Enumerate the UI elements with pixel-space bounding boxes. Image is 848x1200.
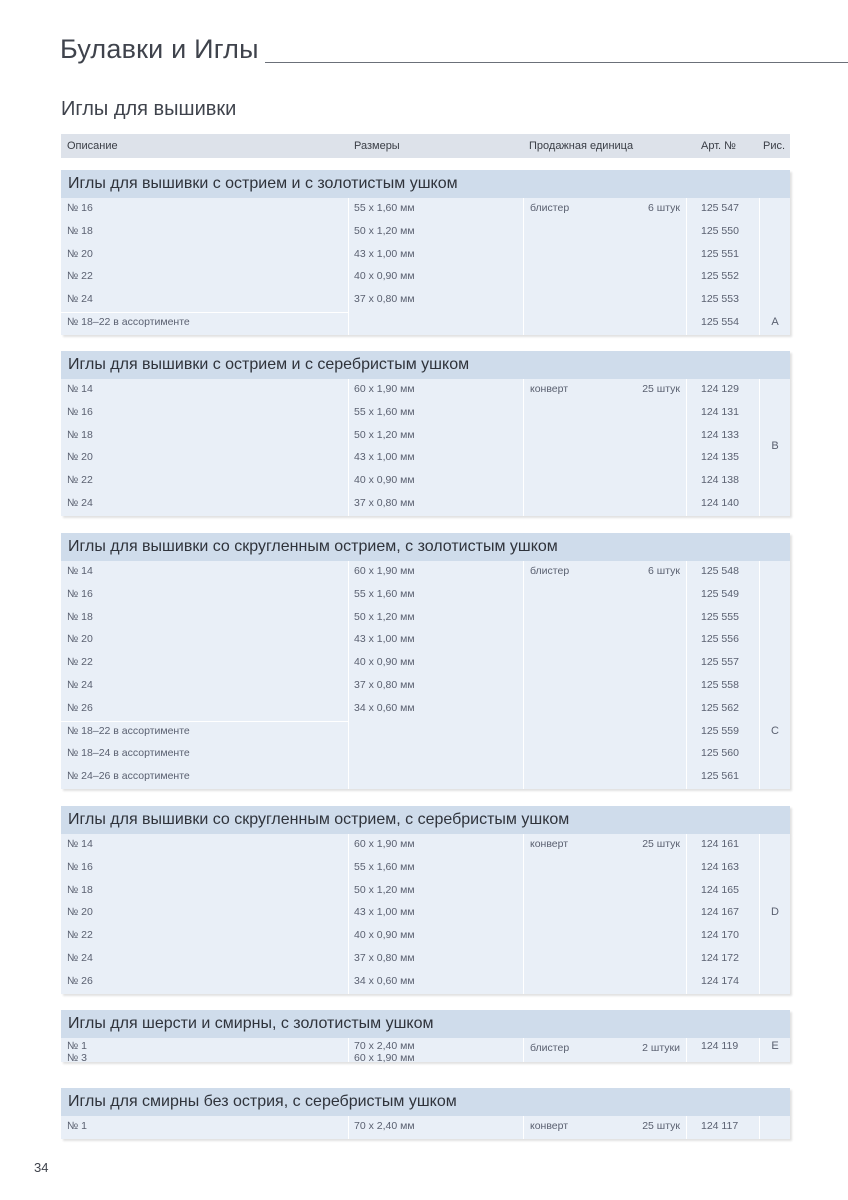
column-header-description: Описание — [67, 140, 118, 152]
row-description: № 22 — [67, 929, 93, 942]
row-article: 124 138 — [701, 474, 739, 487]
row-article: 124 161 — [701, 838, 739, 850]
row-size: 37 x 0,80 мм — [354, 293, 415, 306]
figure-cell — [759, 834, 790, 994]
section-body — [61, 198, 790, 335]
row-article: 125 557 — [701, 656, 739, 669]
figure-letter: D — [771, 906, 779, 919]
row-article: 124 129 — [701, 383, 739, 395]
row-size: 70 x 2,40 мм — [354, 1120, 415, 1132]
row-size: 37 x 0,80 мм — [354, 679, 415, 691]
row-size: 40 x 0,90 мм — [354, 929, 415, 942]
row-size: 37 x 0,80 мм — [354, 497, 415, 509]
row-description: № 18–22 в ассортименте — [67, 316, 190, 328]
row-size: 55 x 1,60 мм — [354, 202, 415, 214]
row-description: № 14 — [67, 565, 93, 577]
row-size: 70 x 2,40 мм — [354, 1040, 415, 1052]
row-description: № 14 — [67, 838, 93, 850]
row-description: № 16 — [67, 860, 93, 873]
row-size: 34 x 0,60 мм — [354, 701, 415, 714]
sale-unit-name: блистер — [530, 1042, 570, 1054]
section-body — [61, 1038, 790, 1062]
figure-cell — [759, 1038, 790, 1062]
row-size: 55 x 1,60 мм — [354, 587, 415, 600]
row-description: № 16 — [67, 405, 93, 418]
row-size: 60 x 1,90 мм — [354, 383, 415, 395]
row-article: 125 551 — [701, 247, 739, 260]
row-article: 125 553 — [701, 293, 739, 306]
row-article: 125 549 — [701, 587, 739, 600]
row-article: 125 548 — [701, 565, 739, 577]
figure-letter: B — [771, 440, 779, 453]
figure-cell — [759, 1116, 790, 1139]
row-description: № 20 — [67, 906, 93, 919]
row-article: 124 119 — [701, 1040, 739, 1052]
product-section — [61, 170, 790, 335]
row-description: № 18 — [67, 428, 93, 441]
section-title: Иглы для вышивки с острием и с золотистым ушком — [61, 170, 790, 198]
page-number: 34 — [34, 1160, 49, 1175]
row-description: № 24 — [67, 497, 93, 509]
row-article: 125 550 — [701, 224, 739, 237]
row-article: 124 170 — [701, 929, 739, 942]
product-section — [61, 1088, 790, 1139]
figure-cell — [759, 379, 790, 516]
sale-unit-cell — [523, 1038, 687, 1062]
page-subtitle: Иглы для вышивки — [61, 98, 237, 120]
row-description: № 18–24 в ассортименте — [67, 747, 190, 760]
column-header-bar — [61, 134, 790, 158]
row-description: № 18 — [67, 883, 93, 896]
row-size: 60 x 1,90 мм — [354, 1052, 415, 1064]
column-header-article: Арт. № — [701, 140, 736, 152]
row-article: 124 167 — [701, 906, 739, 919]
row-description: № 26 — [67, 974, 93, 987]
row-description: № 22 — [67, 656, 93, 669]
row-size: 40 x 0,90 мм — [354, 270, 415, 283]
row-size: 50 x 1,20 мм — [354, 883, 415, 896]
row-size: 55 x 1,60 мм — [354, 860, 415, 873]
sale-unit-name: конверт — [530, 383, 569, 395]
row-description: № 1 — [67, 1040, 88, 1052]
row-article: 125 562 — [701, 701, 739, 714]
figure-cell — [759, 198, 790, 335]
figure-cell — [759, 561, 790, 789]
row-description: № 24 — [67, 679, 93, 691]
sale-unit-quantity: 25 штук — [642, 383, 680, 395]
row-size: 50 x 1,20 мм — [354, 610, 415, 623]
row-size: 43 x 1,00 мм — [354, 633, 415, 646]
row-size: 50 x 1,20 мм — [354, 224, 415, 237]
section-body — [61, 379, 790, 516]
section-body — [61, 834, 790, 994]
row-size: 60 x 1,90 мм — [354, 838, 415, 850]
sale-unit-cell — [523, 379, 687, 516]
row-description: № 14 — [67, 383, 93, 395]
row-size: 40 x 0,90 мм — [354, 474, 415, 487]
row-article: 124 174 — [701, 974, 739, 987]
row-divider — [61, 312, 348, 313]
column-header-size: Размеры — [354, 140, 400, 152]
row-size: 60 x 1,90 мм — [354, 565, 415, 577]
sale-unit-cell — [523, 198, 687, 335]
product-section — [61, 351, 790, 516]
row-description: № 24–26 в ассортименте — [67, 770, 190, 783]
row-description: № 20 — [67, 451, 93, 464]
row-size: 37 x 0,80 мм — [354, 952, 415, 964]
sale-unit-name: блистер — [530, 202, 570, 214]
figure-letter: C — [771, 724, 779, 737]
sale-unit-quantity: 25 штук — [642, 838, 680, 850]
row-size: 55 x 1,60 мм — [354, 405, 415, 418]
sale-unit-quantity: 6 штук — [648, 202, 680, 214]
column-header-figure: Рис. — [763, 140, 786, 152]
row-article: 125 561 — [701, 770, 739, 783]
sale-unit-name: конверт — [530, 838, 569, 850]
row-article: 125 552 — [701, 270, 739, 283]
row-description: № 24 — [67, 952, 93, 964]
sale-unit-quantity: 25 штук — [642, 1120, 680, 1132]
row-size: 34 x 0,60 мм — [354, 974, 415, 987]
figure-letter: A — [771, 316, 779, 328]
row-description: № 16 — [67, 587, 93, 600]
section-body — [61, 1116, 790, 1139]
page-title: Булавки и Иглы — [60, 34, 259, 64]
row-article: 125 555 — [701, 610, 739, 623]
row-size: 43 x 1,00 мм — [354, 906, 415, 919]
row-article: 125 558 — [701, 679, 739, 691]
row-description: № 3 — [67, 1052, 88, 1064]
row-article: 125 554 — [701, 316, 739, 328]
sale-unit-name: конверт — [530, 1120, 569, 1132]
row-article: 125 556 — [701, 633, 739, 646]
product-section — [61, 1010, 790, 1062]
section-title: Иглы для вышивки с острием и с серебристым ушком — [61, 351, 790, 379]
row-description: № 18 — [67, 610, 93, 623]
sale-unit-cell — [523, 561, 687, 789]
section-title: Иглы для шерсти и смирны, с золотистым ушком — [61, 1010, 790, 1038]
sale-unit-quantity: 2 штуки — [642, 1042, 680, 1054]
row-description: № 1 — [67, 1120, 88, 1132]
section-title: Иглы для вышивки со скругленным острием, с золотистым ушком — [61, 533, 790, 561]
row-size: 50 x 1,20 мм — [354, 428, 415, 441]
row-article: 124 140 — [701, 497, 739, 509]
sale-unit-cell — [523, 834, 687, 994]
section-title: Иглы для смирны без острия, с серебристым ушком — [61, 1088, 790, 1116]
section-title: Иглы для вышивки со скругленным острием, с серебристым ушком — [61, 806, 790, 834]
row-size: 43 x 1,00 мм — [354, 247, 415, 260]
sale-unit-name: блистер — [530, 565, 570, 577]
figure-letter: E — [771, 1040, 779, 1052]
column-header-unit: Продажная единица — [529, 140, 634, 152]
title-rule — [265, 62, 848, 63]
row-article: 124 135 — [701, 451, 739, 464]
row-description: № 24 — [67, 293, 93, 306]
row-description: № 22 — [67, 474, 93, 487]
product-section — [61, 533, 790, 789]
row-article: 125 559 — [701, 724, 739, 737]
sale-unit-cell — [523, 1116, 687, 1139]
row-size: 40 x 0,90 мм — [354, 656, 415, 669]
row-article: 125 560 — [701, 747, 739, 760]
row-article: 124 163 — [701, 860, 739, 873]
sale-unit-quantity: 6 штук — [648, 565, 680, 577]
row-description: № 26 — [67, 701, 93, 714]
row-article: 124 131 — [701, 405, 739, 418]
row-article: 124 172 — [701, 952, 739, 964]
row-description: № 22 — [67, 270, 93, 283]
row-article: 124 165 — [701, 883, 739, 896]
section-body — [61, 561, 790, 789]
row-description: № 20 — [67, 633, 93, 646]
row-article: 124 117 — [701, 1120, 739, 1132]
row-description: № 18–22 в ассортименте — [67, 724, 190, 737]
row-description: № 20 — [67, 247, 93, 260]
product-section — [61, 806, 790, 994]
row-divider — [61, 721, 348, 722]
row-article: 124 133 — [701, 428, 739, 441]
row-description: № 16 — [67, 202, 93, 214]
row-article: 125 547 — [701, 202, 739, 214]
row-size: 43 x 1,00 мм — [354, 451, 415, 464]
row-description: № 18 — [67, 224, 93, 237]
